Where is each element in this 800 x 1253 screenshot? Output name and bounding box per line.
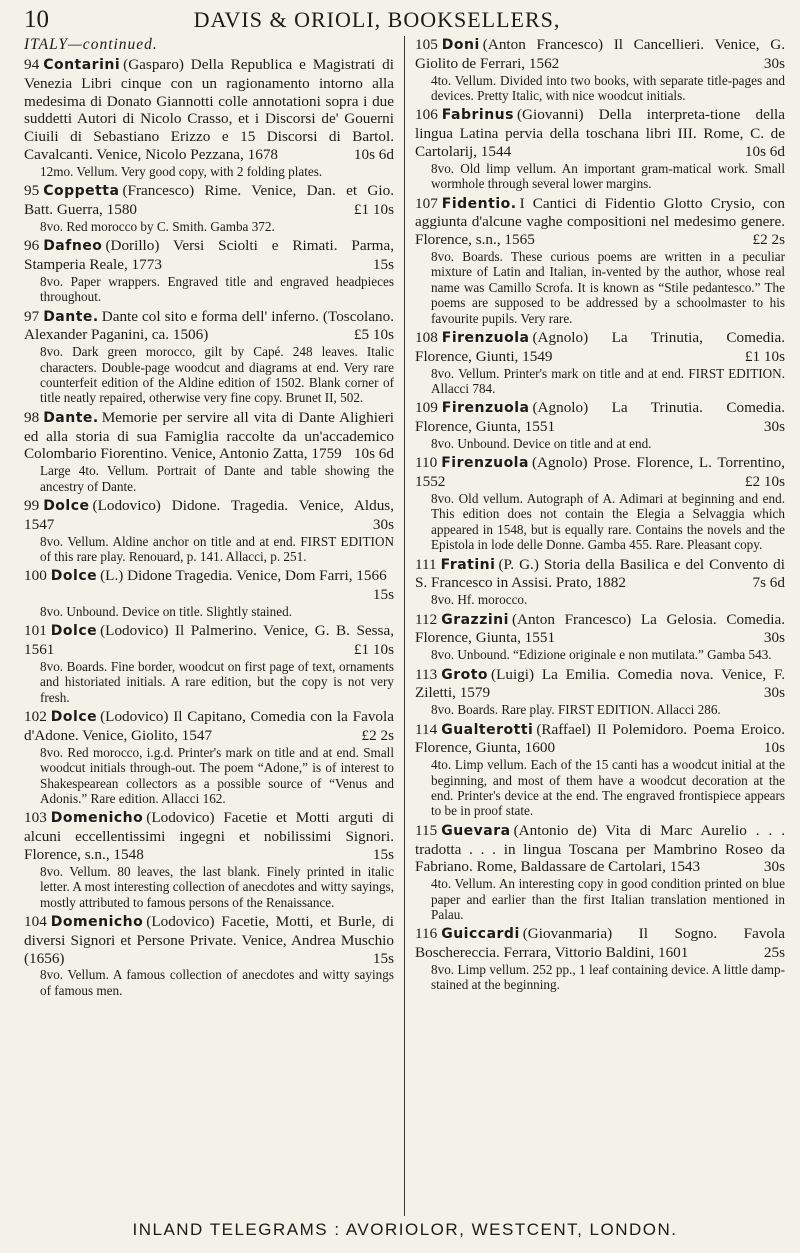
catalogue-entry [415,195,785,326]
entry-title: (Gasparo) Della Republica e Magistrati di Venezia Libri cinque con un ragionamento intorno alla medesima di Donato Giannotti colle annotationi sopra i due suddetti Autori di Nicolo Crasso, et i Discorsi de' Gouerni Ciuili di Sebastiano Erizzo e 15 Discorsi di Bartol. Cavalcanti. Venice, Nicolo Pezzana, 1678 [24,56,394,163]
entry-description: 8vo. Boards. Rare play. FIRST EDITION. Allacci 286. [431,702,721,718]
catalogue-entry [24,308,394,406]
entry-title: (Francesco) Rime. Venice, Dan. et Gio. Batt. Guerra, 1580 [24,182,394,218]
entry-heading [415,329,785,366]
entry-price: 30s [763,54,785,72]
catalogue-entry [24,622,394,705]
entry-price: 10s 6d [353,145,394,163]
entry-price: £2 10s [744,473,785,491]
entry-description: 4to. Vellum. An interesting copy in good condition printed on blue paper and earlier than the first Italian translation mentioned in Palau. [431,876,785,923]
lot-number: 112 [415,610,438,628]
author-name: Grazzini [441,611,509,628]
entry-title: (Lodovico) Il Capitano, Comedia con la Favola d'Adone. Venice, Giolito, 1547 [24,708,394,745]
entry-heading [24,497,394,534]
entry-heading [24,182,394,219]
lot-number: 94 [24,56,40,73]
entry-title: (Lodovico) Didone. Tragedia. Venice, Aldus, 1547 [24,497,394,533]
entry-heading [415,721,785,758]
catalogue-entry [24,708,394,806]
entry-price: 30s [763,684,785,702]
entry-title: (Antonio de) Vita di Marc Aurelio . . . tradotta . . . in lingua Toscana per Mambrino Roseo da Fabriano. Rome, Baldassare de Cartolari, 1543 [415,821,785,876]
author-name: Firenzuola [441,330,530,347]
entry-price: £5 10s [353,326,394,344]
entry-title: (Luigi) La Emilia. Comedia nova. Venice, F. Ziletti, 1579 [415,665,785,702]
catalogue-entry [415,36,785,103]
entry-heading [415,36,785,73]
entry-price: 15s [372,255,394,273]
entry-price: £2 2s [361,727,394,745]
entry-heading [415,556,785,593]
author-name: Dolce [50,709,98,726]
entry-description: 8vo. Vellum. Aldine anchor on title and at end. FIRST EDITION of this rare play. Renouard, p. 141. Allacci, p. 251. [40,533,394,565]
entry-price: £2 2s [752,231,785,249]
catalogue-entry [415,666,785,718]
entry-description: 8vo. Paper wrappers. Engraved title and engraved headpieces throughout. [40,273,394,305]
entry-heading [24,237,394,274]
author-name: Fabrinus [441,107,514,124]
catalogue-entry [24,913,394,998]
running-title: DAVIS & ORIOLI, BOOKSELLERS, [193,7,561,32]
entry-title: (P. G.) Storia della Basilica e del Convento di S. Francesco in Assisi. Prato, 1882 [415,555,785,592]
lot-number: 106 [415,106,438,124]
author-name: Groto [441,666,489,683]
lot-number: 115 [415,821,438,839]
entry-heading [24,913,394,967]
entry-price: £1 10s [353,200,394,218]
entry-heading [415,454,785,491]
entry-price: £1 10s [353,641,394,659]
entry-heading [24,567,394,604]
entry-price: 10s 6d [353,445,394,463]
entry-title: Memorie per servire all vita di Dante Alighieri ed alla storia di sua Famiglia raccolte da un'accademico Colombario Fiorentino. Venice, Antonio Zatta, 1759 [24,408,394,463]
entry-heading [415,399,785,436]
lot-number: 103 [24,809,47,827]
entry-heading [24,708,394,745]
page-footer: INLAND TELEGRAMS : AVORIOLOR, WESTCENT, LONDON. [132,1220,678,1239]
entry-heading [415,106,785,160]
catalogue-columns [24,36,786,1216]
entry-heading [24,809,394,863]
entry-price: 30s [372,515,394,533]
entry-price: 15s [372,586,394,604]
entry-description: Large 4to. Vellum. Portrait of Dante and table showing the ancestry of Dante. [40,463,394,494]
entry-heading [24,56,394,164]
entry-heading [415,611,785,648]
entry-description: 4to. Limp vellum. Each of the 15 canti has a woodcut initial at the beginning, and most of them have a woodcut decoration at the end. Printer's device at the end. The engraved frontispiece appears to be in proof state. [431,757,785,819]
lot-number: 99 [24,497,40,515]
lot-number: 116 [415,925,438,943]
page-number: 10 [24,6,49,33]
entry-title: (Raffael) Il Polemidoro. Poema Eroico. Florence, Giunta, 1600 [415,720,785,757]
entry-description: 8vo. Unbound. “Edizione originale e non mutilata.” Gamba 543. [431,647,772,663]
entry-price: 25s [763,944,785,962]
left-column [24,36,404,1216]
author-name: Firenzuola [441,455,529,472]
entry-heading [415,195,785,249]
catalogue-entry [415,329,785,396]
entry-price: 15s [372,846,394,864]
entry-title: (Anton Francesco) La Gelosia. Comedia. Florence, Giunta, 1551 [415,610,785,647]
catalogue-entry [415,721,785,819]
entry-description: 8vo. Limp vellum. 252 pp., 1 leaf containing device. A little damp-stained at the beginning. [431,962,785,993]
lot-number: 105 [415,36,438,53]
entry-heading [24,409,394,463]
entry-description: 8vo. Dark green morocco, gilt by Capé. 248 leaves. Italic characters. Double-page woodcut and diagrams at end. Very rare counterfeit edition of the Aldine edition of 1502. Blank corner of title neatly repaired, otherwise very fine copy. Brunet II, 502. [40,344,394,406]
lot-number: 107 [415,194,438,212]
entry-title: (L.) Didone Tragedia. Venice, Dom Farri, 1566 [100,567,387,585]
running-head [24,6,790,36]
entry-title: (Dorillo) Versi Sciolti e Rimati. Parma, Stamperia Reale, 1773 [24,237,394,273]
catalogue-entry [415,822,785,923]
lot-number: 96 [24,237,40,255]
author-name: Gualterotti [441,721,534,738]
entry-title: (Giovanmaria) Il Sogno. Favola Boschereccia. Ferrara, Vittorio Baldini, 1601 [415,925,785,962]
entry-description: 8vo. Vellum. Printer's mark on title and at end. FIRST EDITION. Allacci 784. [431,365,785,397]
author-name: Fidentio. [441,195,517,212]
catalogue-entry [24,182,394,234]
entry-description: 4to. Vellum. Divided into two books, with separate title-pages and devices. Pretty Italic, with nice woodcut initials. [431,72,785,103]
entry-description: 8vo. Unbound. Device on title. Slightly stained. [40,604,292,620]
author-name: Contarini [43,57,121,73]
author-name: Dante. [43,308,99,325]
lot-number: 110 [415,454,438,472]
entry-heading [415,666,785,703]
entry-description: 8vo. Unbound. Device on title and at end. [431,436,652,452]
entry-title: (Agnolo) Prose. Florence, L. Torrentino, 1552 [415,454,785,491]
entry-title: (Anton Francesco) Il Cancellieri. Venice, G. Giolito de Ferrari, 1562 [415,36,785,72]
author-name: Dante. [43,409,99,426]
entry-title: Dante col sito e forma dell' inferno. (Toscolano. Alexander Paganini, ca. 1506) [24,307,394,344]
author-name: Domenicho [50,810,144,827]
author-name: Fratini [440,556,496,573]
author-name: Guiccardi [441,926,520,943]
lot-number: 101 [24,622,47,640]
catalogue-entry [24,237,394,304]
author-name: Dolce [50,623,98,640]
entry-price: 30s [763,418,785,436]
lot-number: 114 [415,720,438,738]
entry-title: (Lodovico) Il Palmerino. Venice, G. B. Sessa, 1561 [24,622,394,659]
entry-description: 8vo. Boards. These curious poems are written in a peculiar mixture of Latin and Italian, in-vented by the author, whose real name was Camillo Scrofa. It is known as “Stile pedantesco.” The poems are supposed to be addressed by a schoolmaster to his favourite pupils. Very rare. [431,249,785,326]
entry-description: 12mo. Vellum. Very good copy, with 2 folding plates. [40,163,323,179]
author-name: Firenzuola [441,400,530,417]
entry-description: 8vo. Red morocco, i.g.d. Printer's mark on title and at end. Small woodcut initials through-out. The poem “Adone,” is of interest to Shakespearean collectors as a possible source of “Venus and Adonis.” Rare edition. Allacci 162. [40,744,394,807]
author-name: Doni [441,37,480,53]
entry-description: 8vo. Old vellum. Autograph of A. Adimari at beginning and end. This edition does not contain the Elegia a Selvaggia which appeared in 1548, but is equally rare. Contains the novels and the Epistola in lode delle Donne. Gamba 455. Rare. Pleasant copy. [431,491,785,553]
lot-number: 108 [415,329,438,347]
entry-description: 8vo. Red morocco by C. Smith. Gamba 372. [40,218,275,234]
author-name: Guevara [441,822,511,839]
catalogue-entry [24,567,394,619]
entry-title: (Lodovico) Facetie, Motti, et Burle, di diversi Signori et Persone Private. Venice, Andrea Muschio (1656) [24,913,394,967]
lot-number: 95 [24,182,40,200]
entry-price: 10s 6d [744,143,785,160]
catalogue-entry [415,925,785,992]
entry-description: 8vo. Boards. Fine border, woodcut on first page of text, ornaments and historiated initials. A rare edition, but the copy is not very fresh. [40,659,394,705]
section-heading: ITALY—continued. [24,36,158,53]
entry-heading [24,308,394,345]
entry-heading [415,822,785,876]
entry-price: 7s 6d [752,574,785,592]
author-name: Dolce [43,498,90,515]
lot-number: 111 [415,555,437,573]
lot-number: 109 [415,399,438,417]
catalogue-entry [24,409,394,494]
catalogue-entry [415,556,785,608]
catalogue-entry [415,611,785,663]
catalogue-entry [415,106,785,191]
entry-description: 8vo. Old limp vellum. An important gram-matical work. Small wormhole through several lower margins. [431,160,785,192]
entry-price: 10s [763,739,785,757]
entry-price: 15s [372,949,394,967]
lot-number: 97 [24,307,40,325]
lot-number: 102 [24,708,47,726]
catalogue-entry [415,454,785,552]
entry-price: £1 10s [744,347,785,365]
entry-title: (Agnolo) La Trinutia, Comedia. Florence, Giunti, 1549 [415,329,785,365]
author-name: Dafneo [43,238,103,255]
entry-price: 30s [763,629,785,647]
entry-description: 8vo. Vellum. 80 leaves, the last blank. Finely printed in italic letter. A most interesting collection of anecdotes and witty sayings, mostly attributed to famous persons of the Renaissance. [40,863,394,910]
entry-description: 8vo. Hf. morocco. [431,592,528,608]
entry-title: (Agnolo) La Trinutia. Comedia. Florence, Giunta, 1551 [415,399,785,436]
catalogue-entry [24,497,394,564]
author-name: Dolce [50,568,98,585]
entry-description: 8vo. Vellum. A famous collection of anecdotes and witty sayings of famous men. [40,967,394,998]
entry-price: 30s [763,858,785,876]
catalogue-entry [24,809,394,910]
entry-heading [24,622,394,659]
lot-number: 113 [415,665,438,683]
catalogue-entry [415,399,785,451]
entry-title: I Cantici di Fidentio Glotto Crysio, con aggiunta d'alcune vaghe compositioni nel medesimo genere. Florence, s.n., 1565 [415,194,785,249]
catalogue-entry [24,56,394,179]
entry-title: (Lodovico) Facetie et Motti arguti di alcuni eccellentissimi ingegni et nobilissimi Signori. Florence, s.n., 1548 [24,809,394,864]
author-name: Coppetta [43,183,120,200]
lot-number: 98 [24,408,40,426]
entry-heading [415,925,785,962]
right-column [404,36,785,1216]
entry-title: (Giovanni) Della interpreta-tione della lingua Latina pervia della toschana libri III. Rome, C. de Cartolarij, 1544 [415,106,785,160]
lot-number: 100 [24,567,47,585]
author-name: Domenicho [50,914,144,931]
lot-number: 104 [24,913,47,931]
